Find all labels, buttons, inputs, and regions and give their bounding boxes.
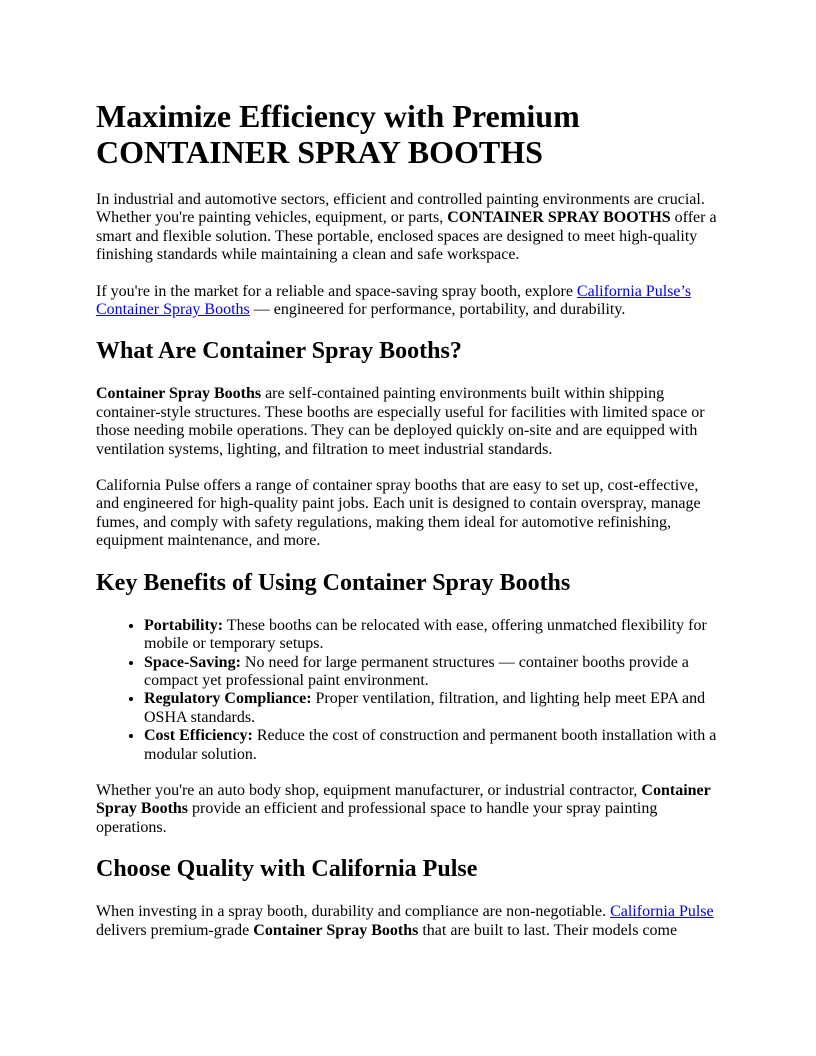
what-are-paragraph-1 [96, 385, 720, 459]
page-title [96, 98, 720, 170]
benefit-text: Proper ventilation, filtration, and lighting help meet EPA and OSHA standards. [144, 690, 706, 726]
benefits-list [96, 617, 720, 764]
section-heading-key-benefits: Key Benefits of Using Container Spray Booths [96, 569, 571, 596]
page-title-line2: CONTAINER SPRAY BOOTHS [96, 134, 543, 170]
page-title-line1: Maximize Efficiency with Premium [96, 98, 580, 134]
closing-text-1: Whether you're an auto body shop, equipment manufacturer, or industrial contractor, [96, 781, 642, 799]
closing-bold: Container Spray Booths [96, 781, 711, 818]
choose-text-1: When investing in a spray booth, durability and compliance are non-negotiable. [96, 903, 611, 921]
list-item [144, 727, 720, 764]
what-are-paragraph-2: California Pulse offers a range of container spray booths that are easy to set up, cost-effective, and engineered for high-quality paint jobs. Each unit is designed to contain overspray, manage fumes, and comply with safety regulations, making them ideal for automotive refinishing, equipment maintenance, and more. [96, 477, 701, 550]
benefit-label: Cost Efficiency: [144, 727, 253, 745]
benefit-text: These booths can be relocated with ease, offering unmatched flexibility for mobile or temporary setups. [144, 616, 707, 653]
benefit-text: Reduce the cost of construction and permanent booth installation with a modular solution. [144, 727, 717, 763]
container-spray-booths-link[interactable]: California Pulse’s Container Spray Booths [96, 282, 692, 319]
list-item [144, 617, 720, 654]
choose-text-2: delivers premium-grade [96, 921, 254, 939]
intro-bold: CONTAINER SPRAY BOOTHS [447, 209, 671, 227]
choose-text-3: that are built to last. Their models come [418, 921, 678, 939]
benefit-text: No need for large permanent structures — container booths provide a compact yet professional paint environment. [144, 653, 689, 689]
cta-paragraph [96, 283, 720, 320]
list-item [144, 690, 720, 727]
california-pulse-link[interactable]: California Pulse [610, 903, 714, 921]
intro-text-1: In industrial and automotive sectors, efficient and controlled painting environments are crucial. Whether you're painting vehicles, equipment, or parts, [96, 191, 705, 227]
benefit-label: Space-Saving: [144, 653, 241, 671]
section-heading-what-are: What Are Container Spray Booths? [96, 338, 462, 365]
benefit-label: Regulatory Compliance: [144, 690, 312, 708]
cta-text-1: If you're in the market for a reliable and space-saving spray booth, explore [96, 282, 577, 300]
what-are-bold: Container Spray Booths [96, 385, 262, 403]
intro-text-2: offer a smart and flexible solution. These portable, enclosed spaces are designed to meet high-quality finishing standards while maintaining a clean and safe workspace. [96, 209, 717, 264]
what-are-text: are self-contained painting environments built within shipping container-style structures. These booths are especially useful for facilities with limited space or those needing mobile operations. They can be deployed quickly on-site and are equipped with ventilation systems, lighting, and filtration to meet industrial standards. [96, 385, 705, 458]
list-item [144, 654, 720, 691]
section-heading-choose-quality: Choose Quality with California Pulse [96, 856, 478, 883]
benefits-closing-paragraph [96, 782, 720, 837]
document-page [96, 98, 720, 958]
benefit-label: Portability: [144, 616, 224, 634]
closing-text-2: provide an efficient and professional space to handle your spray painting operations. [96, 800, 658, 836]
choose-quality-paragraph [96, 903, 720, 940]
choose-bold: Container Spray Booths [253, 921, 419, 939]
intro-paragraph [96, 191, 720, 265]
cta-text-2: — engineered for performance, portability, and durability. [249, 301, 626, 319]
